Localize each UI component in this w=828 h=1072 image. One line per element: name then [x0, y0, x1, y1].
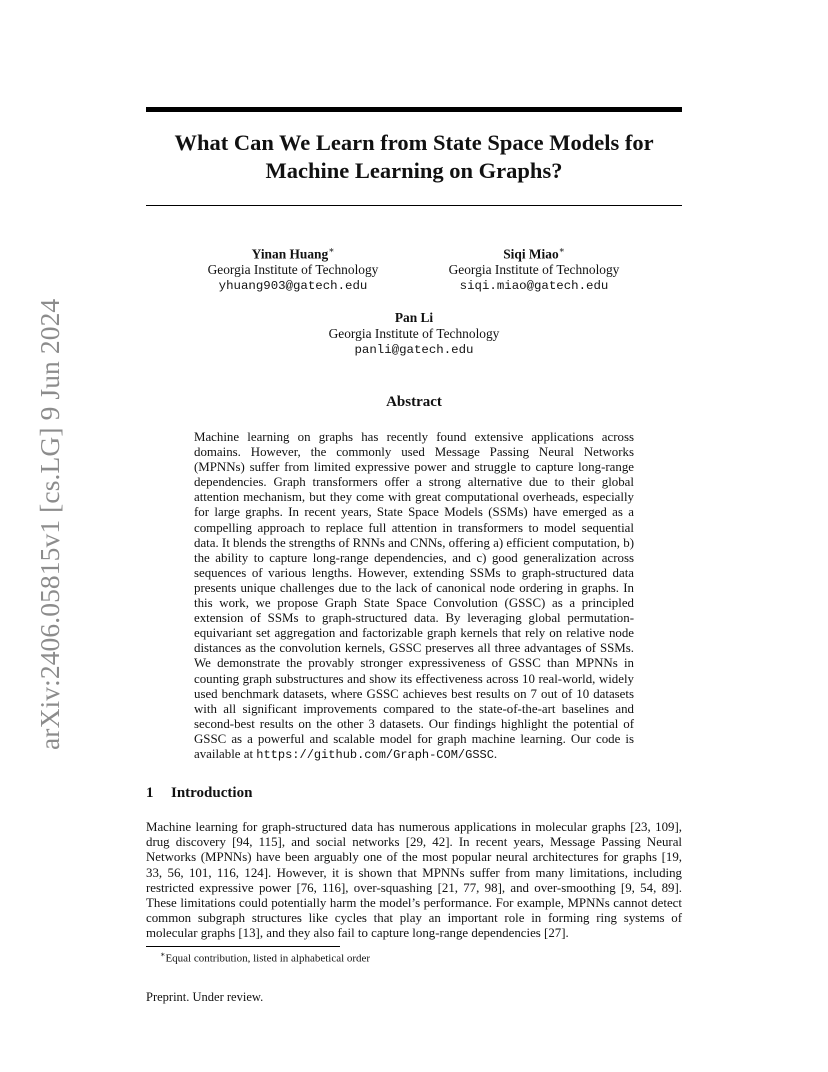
author-affiliation: Georgia Institute of Technology [448, 262, 620, 278]
footnote-text: Equal contribution, listed in alphabetical order [165, 952, 371, 965]
paper-title [146, 129, 682, 185]
author-name: Pan Li [394, 310, 434, 325]
title-bottom-rule [146, 205, 682, 206]
section-title: Introduction [171, 785, 253, 801]
author-block-1 [193, 242, 393, 294]
author-affiliation: Georgia Institute of Technology [207, 262, 379, 278]
author-email: yhuang903@gatech.edu [218, 279, 368, 294]
footnote [160, 950, 370, 965]
section-number: 1 [146, 785, 154, 801]
abstract-heading: Abstract [386, 394, 442, 410]
footnote-rule [146, 946, 340, 947]
arxiv-stamp: arXiv:2406.05815v1 [cs.LG] 9 Jun 2024 [34, 298, 65, 750]
preprint-note: Preprint. Under review. [146, 990, 264, 1004]
author-block-3 [314, 310, 514, 358]
author-mark: ∗ [558, 245, 565, 255]
intro-paragraph: Machine learning for graph-structured data has numerous applications in molecular graphs [23, 109], drug discovery [94, 115], and social networks [29, 42]. In recent years, Message Passing Neural Networks (MPNNs) have been arguably one of the most popular neural architectures for graphs [19, 33, 56, 101, 116, 124]. However, it is shown that MPNNs suffer from many limitations, including restricted expressive power [76, 116], over-squashing [21, 77, 98], and over-smoothing [9, 54, 89]. These limitations could potentially harm the model’s performance. For example, MPNNs cannot detect common subgraph structures like cycles that play an important role in forming ring systems of molecular graphs [13], and they also fail to capture long-range dependencies [27]. [146, 820, 682, 941]
abstract-end: . [493, 746, 498, 761]
abstract-text: Machine learning on graphs has recently found extensive applications across domains. However, the commonly used Message Passing Neural Networks (MPNNs) suffer from limited expressive power and struggle to capture long-range dependencies. Graph transformers offer a strong alternative due to their global attention mechanism, but they come with great computational overheads, especially for large graphs. In recent years, State Space Models (SSMs) have emerged as a compelling approach to replace full attention in transformers to model sequential data. It blends the strengths of RNNs and CNNs, offering a) efficient computation, b) the ability to capture long-range dependencies, and c) good generalization across sequences of various lengths. However, extending SSMs to graph-structured data presents unique challenges due to the lack of canonical node ordering in graphs. In this work, we propose Graph State Space Convolution (GSSC) as a principled extension of SSMs to graph-structured data. By leveraging global permutation-equivariant set aggregation and factorizable graph kernels that rely on relative node distances as the convolution kernels, GSSC preserves all three advantages of SSMs. We demonstrate the provably stronger expressiveness of GSSC than MPNNs in counting graph substructures and show its effectiveness across 10 real-world, widely used benchmark datasets, where GSSC achieves best results on 7 out of 10 datasets with all significant improvements compared to the state-of-the-art baselines and second-best results on the other 3 datasets. Our findings highlight the potential of GSSC as a powerful and scalable model for graph machine learning. Our code is available at [194, 430, 634, 761]
author-mark: ∗ [328, 245, 335, 255]
abstract-body [194, 430, 634, 763]
section-heading [146, 785, 252, 802]
author-affiliation: Georgia Institute of Technology [328, 326, 500, 341]
title-line-1: What Can We Learn from State Space Models for [174, 130, 654, 155]
author-email: panli@gatech.edu [354, 343, 474, 357]
footnote-mark: ∗ [160, 950, 166, 959]
title-top-rule [146, 107, 682, 112]
code-link[interactable]: https://github.com/Graph-COM/GSSC [256, 747, 494, 762]
title-line-2: Machine Learning on Graphs? [265, 158, 563, 183]
author-block-2 [434, 242, 634, 294]
author-email: siqi.miao@gatech.edu [459, 279, 609, 294]
author-name: Yinan Huang [251, 246, 329, 262]
author-name: Siqi Miao [503, 246, 559, 262]
